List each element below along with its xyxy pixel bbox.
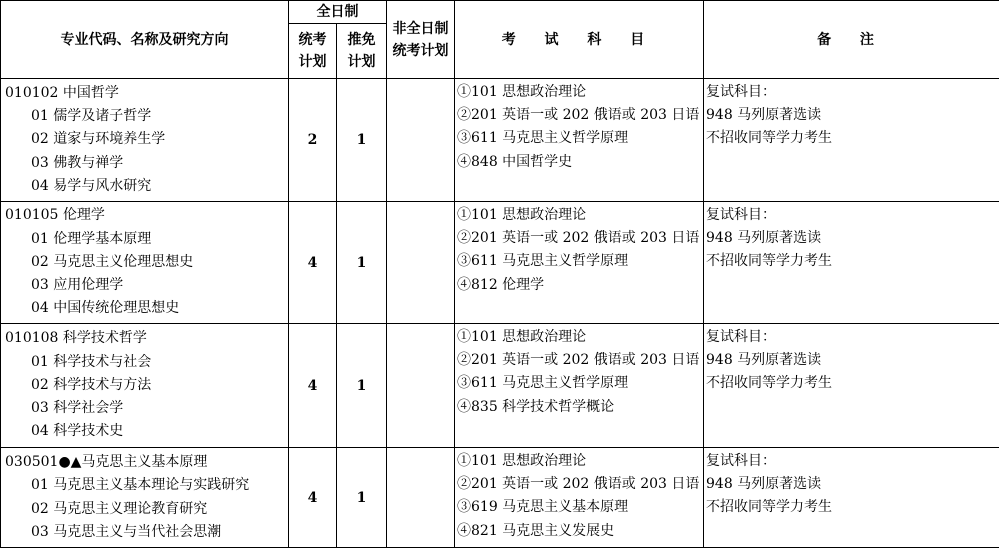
header-subjects: 考 试 科 目	[455, 1, 704, 79]
direction-item: 02 科学技术与方法	[31, 376, 152, 393]
notes-cell	[704, 202, 999, 324]
header-parttime	[387, 1, 455, 79]
header-program: 专业代码、名称及研究方向	[1, 1, 289, 79]
subject-item: ①101 思想政治理论	[457, 207, 587, 223]
exam-plan-count: 2	[289, 79, 337, 202]
direction-item: 01 儒学及诸子哲学	[31, 108, 152, 125]
notes-cell	[704, 448, 999, 548]
direction-item: 04 科学技术史	[31, 423, 124, 440]
program-cell	[1, 448, 289, 548]
note-item: 948 马列原著选读	[706, 230, 822, 247]
parttime-plan-count	[387, 448, 455, 548]
note-item: 不招收同等学力考生	[706, 253, 832, 270]
subject-item: ④835 科学技术哲学概论	[457, 398, 615, 415]
note-item: 948 马列原著选读	[706, 107, 822, 124]
exempt-plan-count: 1	[337, 448, 387, 548]
direction-item: 03 科学社会学	[31, 400, 124, 417]
subject-item: ③619 马克思主义基本原理	[457, 499, 629, 516]
subject-item: ③611 马克思主义哲学原理	[457, 375, 629, 392]
parttime-plan-count	[387, 79, 455, 202]
subject-item: ④821 马克思主义发展史	[457, 522, 615, 539]
direction-item: 04 易学与风水研究	[31, 177, 152, 194]
header-exam-plan-line1: 统考	[298, 32, 327, 48]
program-cell	[1, 202, 289, 324]
program-title: 010105 伦理学	[5, 207, 105, 224]
header-row-top	[1, 1, 999, 24]
subject-item: ④848 中国哲学史	[457, 153, 573, 170]
subjects-cell	[455, 448, 704, 548]
subject-item: ①101 思想政治理论	[457, 453, 587, 469]
subject-item: ③611 马克思主义哲学原理	[457, 253, 629, 270]
program-row	[1, 448, 999, 548]
subject-item: ②201 英语一或 202 俄语或 203 日语	[457, 107, 700, 124]
program-title: 030501●▲马克思主义基本原理	[5, 454, 208, 471]
direction-item: 03 应用伦理学	[31, 277, 124, 294]
exam-plan-count: 4	[289, 324, 337, 448]
exempt-plan-count: 1	[337, 79, 387, 202]
subjects-cell	[455, 202, 704, 324]
header-parttime-line2: 统考计划	[392, 42, 449, 59]
exam-plan-count: 4	[289, 202, 337, 324]
direction-item: 01 科学技术与社会	[31, 353, 152, 370]
exempt-plan-count: 1	[337, 324, 387, 448]
subject-item: ②201 英语一或 202 俄语或 203 日语	[457, 352, 700, 369]
exempt-plan-count: 1	[337, 202, 387, 324]
subject-item: ②201 英语一或 202 俄语或 203 日语	[457, 476, 700, 493]
exam-plan-count: 4	[289, 448, 337, 548]
notes-cell	[704, 324, 999, 448]
program-cell	[1, 324, 289, 448]
note-item: 复试科目：	[706, 329, 776, 345]
subject-item: ①101 思想政治理论	[457, 84, 587, 100]
direction-item: 02 马克思主义伦理思想史	[31, 253, 194, 270]
direction-item: 03 马克思主义与当代社会思潮	[31, 523, 222, 540]
program-title: 010102 中国哲学	[5, 84, 119, 101]
header-exempt-plan-line2: 计划	[347, 54, 376, 70]
notes-cell	[704, 79, 999, 202]
header-parttime-line1: 非全日制	[392, 20, 449, 37]
note-item: 复试科目：	[706, 207, 776, 223]
program-cell	[1, 79, 289, 202]
header-exempt-plan	[337, 24, 387, 79]
subjects-cell	[455, 79, 704, 202]
program-title: 010108 科学技术哲学	[5, 330, 147, 347]
program-row	[1, 79, 999, 202]
header-exam-plan-line2: 计划	[298, 54, 327, 70]
direction-item: 01 伦理学基本原理	[31, 230, 152, 247]
header-exam-plan	[289, 24, 337, 79]
note-item: 复试科目：	[706, 84, 776, 100]
header-exempt-plan-line1: 推免	[347, 32, 376, 48]
subject-item: ①101 思想政治理论	[457, 329, 587, 345]
direction-item: 01 马克思主义基本理论与实践研究	[31, 477, 250, 494]
subject-item: ④812 伦理学	[457, 276, 545, 293]
note-item: 不招收同等学力考生	[706, 375, 832, 392]
parttime-plan-count	[387, 324, 455, 448]
parttime-plan-count	[387, 202, 455, 324]
program-row	[1, 202, 999, 324]
note-item: 948 马列原著选读	[706, 352, 822, 369]
direction-item: 02 道家与环境养生学	[31, 131, 166, 148]
note-item: 不招收同等学力考生	[706, 130, 832, 147]
direction-item: 03 佛教与禅学	[31, 154, 124, 171]
subject-item: ③611 马克思主义哲学原理	[457, 130, 629, 147]
note-item: 948 马列原著选读	[706, 476, 822, 493]
note-item: 不招收同等学力考生	[706, 499, 832, 516]
subject-item: ②201 英语一或 202 俄语或 203 日语	[457, 230, 700, 247]
direction-item: 02 马克思主义理论教育研究	[31, 500, 208, 517]
subjects-cell	[455, 324, 704, 448]
header-fulltime: 全日制	[289, 1, 387, 24]
note-item: 复试科目：	[706, 453, 776, 469]
direction-item: 04 中国传统伦理思想史	[31, 300, 180, 317]
header-notes: 备 注	[704, 1, 999, 79]
program-row	[1, 324, 999, 448]
